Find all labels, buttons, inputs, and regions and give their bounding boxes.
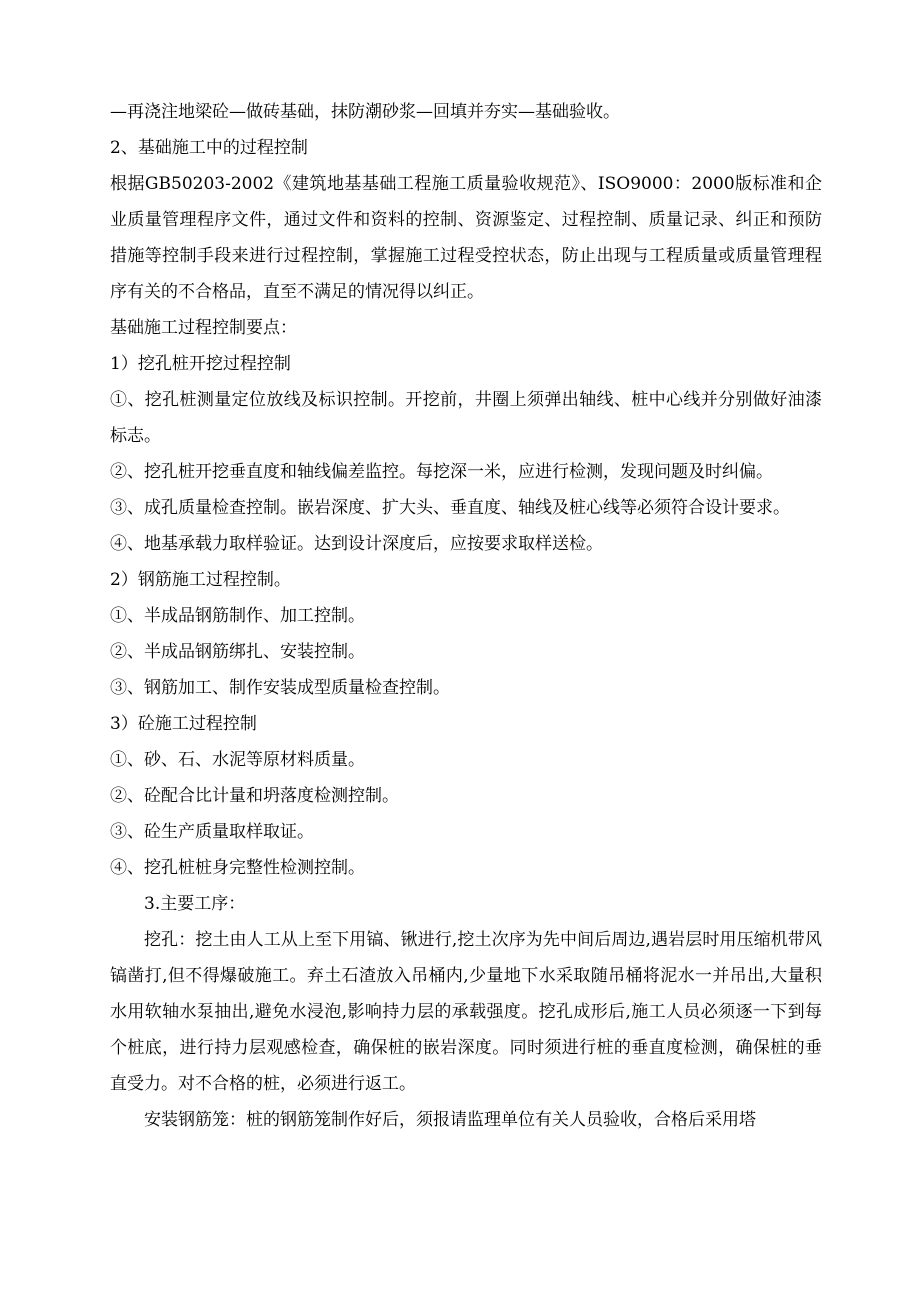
subheading-concrete-control: 3）砼施工过程控制 [110,714,257,734]
paragraph-foundation-sequence: —再浇注地梁砼—做砖基础，抹防潮砂浆—回填并夯实—基础验收。 [110,102,620,122]
list-item-excavation-2: ②、挖孔桩开挖垂直度和轴线偏差监控。每挖深一米，应进行检测，发现问题及时纠偏。 [110,462,773,482]
list-item-excavation-3: ③、成孔质量检查控制。嵌岩深度、扩大头、垂直度、轴线及桩心线等必须符合设计要求。 [110,498,790,518]
subheading-rebar-control: 2）钢筋施工过程控制。 [110,570,291,590]
subheading-excavation-control: 1）挖孔桩开挖过程控制 [110,354,291,374]
paragraph-excavation-procedure: 挖孔：挖土由人工从上至下用镐、锹进行,挖土次序为先中间后周边,遇岩层时用压缩机带风镐凿打,但不得爆破施工。弃土石渣放入吊桶内,少量地下水采取随吊桶将泥水一并吊出,大量积水用软轴水泵抽出,避免水浸泡,影响持力层的承载强度。挖孔成形后,施工人员必须逐一下到每个桩底，进行持力层观感检查，确保桩的嵌岩深度。同时须进行桩的垂直度检测，确保桩的垂直受力。对不合格的桩，必须进行返工。 [110,930,822,1094]
list-item-concrete-2: ②、砼配合比计量和坍落度检测控制。 [110,786,399,806]
subheading-control-points: 基础施工过程控制要点： [110,318,297,338]
list-item-concrete-1: ①、砂、石、水泥等原材料质量。 [110,750,365,770]
list-item-excavation-4: ④、地基承载力取样验证。达到设计深度后，应按要求取样送检。 [110,534,603,554]
list-item-rebar-3: ③、钢筋加工、制作安装成型质量检查控制。 [110,678,450,698]
list-item-rebar-1: ①、半成品钢筋制作、加工控制。 [110,606,365,626]
list-item-excavation-1: ①、挖孔桩测量定位放线及标识控制。开挖前，井圈上须弹出轴线、桩中心线并分别做好油漆标志。 [110,390,822,446]
list-item-concrete-3: ③、砼生产质量取样取证。 [110,822,314,842]
list-item-rebar-2: ②、半成品钢筋绑扎、安装控制。 [110,642,365,662]
list-item-concrete-4: ④、挖孔桩桩身完整性检测控制。 [110,858,365,878]
section-heading-process-control: 2、基础施工中的过程控制 [110,138,308,158]
paragraph-rebar-cage-installation: 安装钢筋笼：桩的钢筋笼制作好后，须报请监理单位有关人员验收，合格后采用塔 [144,1110,756,1130]
paragraph-control-basis: 根据GB50203-2002《建筑地基基础工程施工质量验收规范》、ISO9000：2000版标准和企业质量管理程序文件，通过文件和资料的控制、资源鉴定、过程控制、质量记录、纠正和预防措施等控制手段来进行过程控制，掌握施工过程受控状态，防止出现与工程质量或质量管理程序有关的不合格品，直至不满足的情况得以纠正。 [110,174,822,302]
section-heading-main-procedures: 3.主要工序： [144,894,246,914]
document-page [110,94,822,1138]
